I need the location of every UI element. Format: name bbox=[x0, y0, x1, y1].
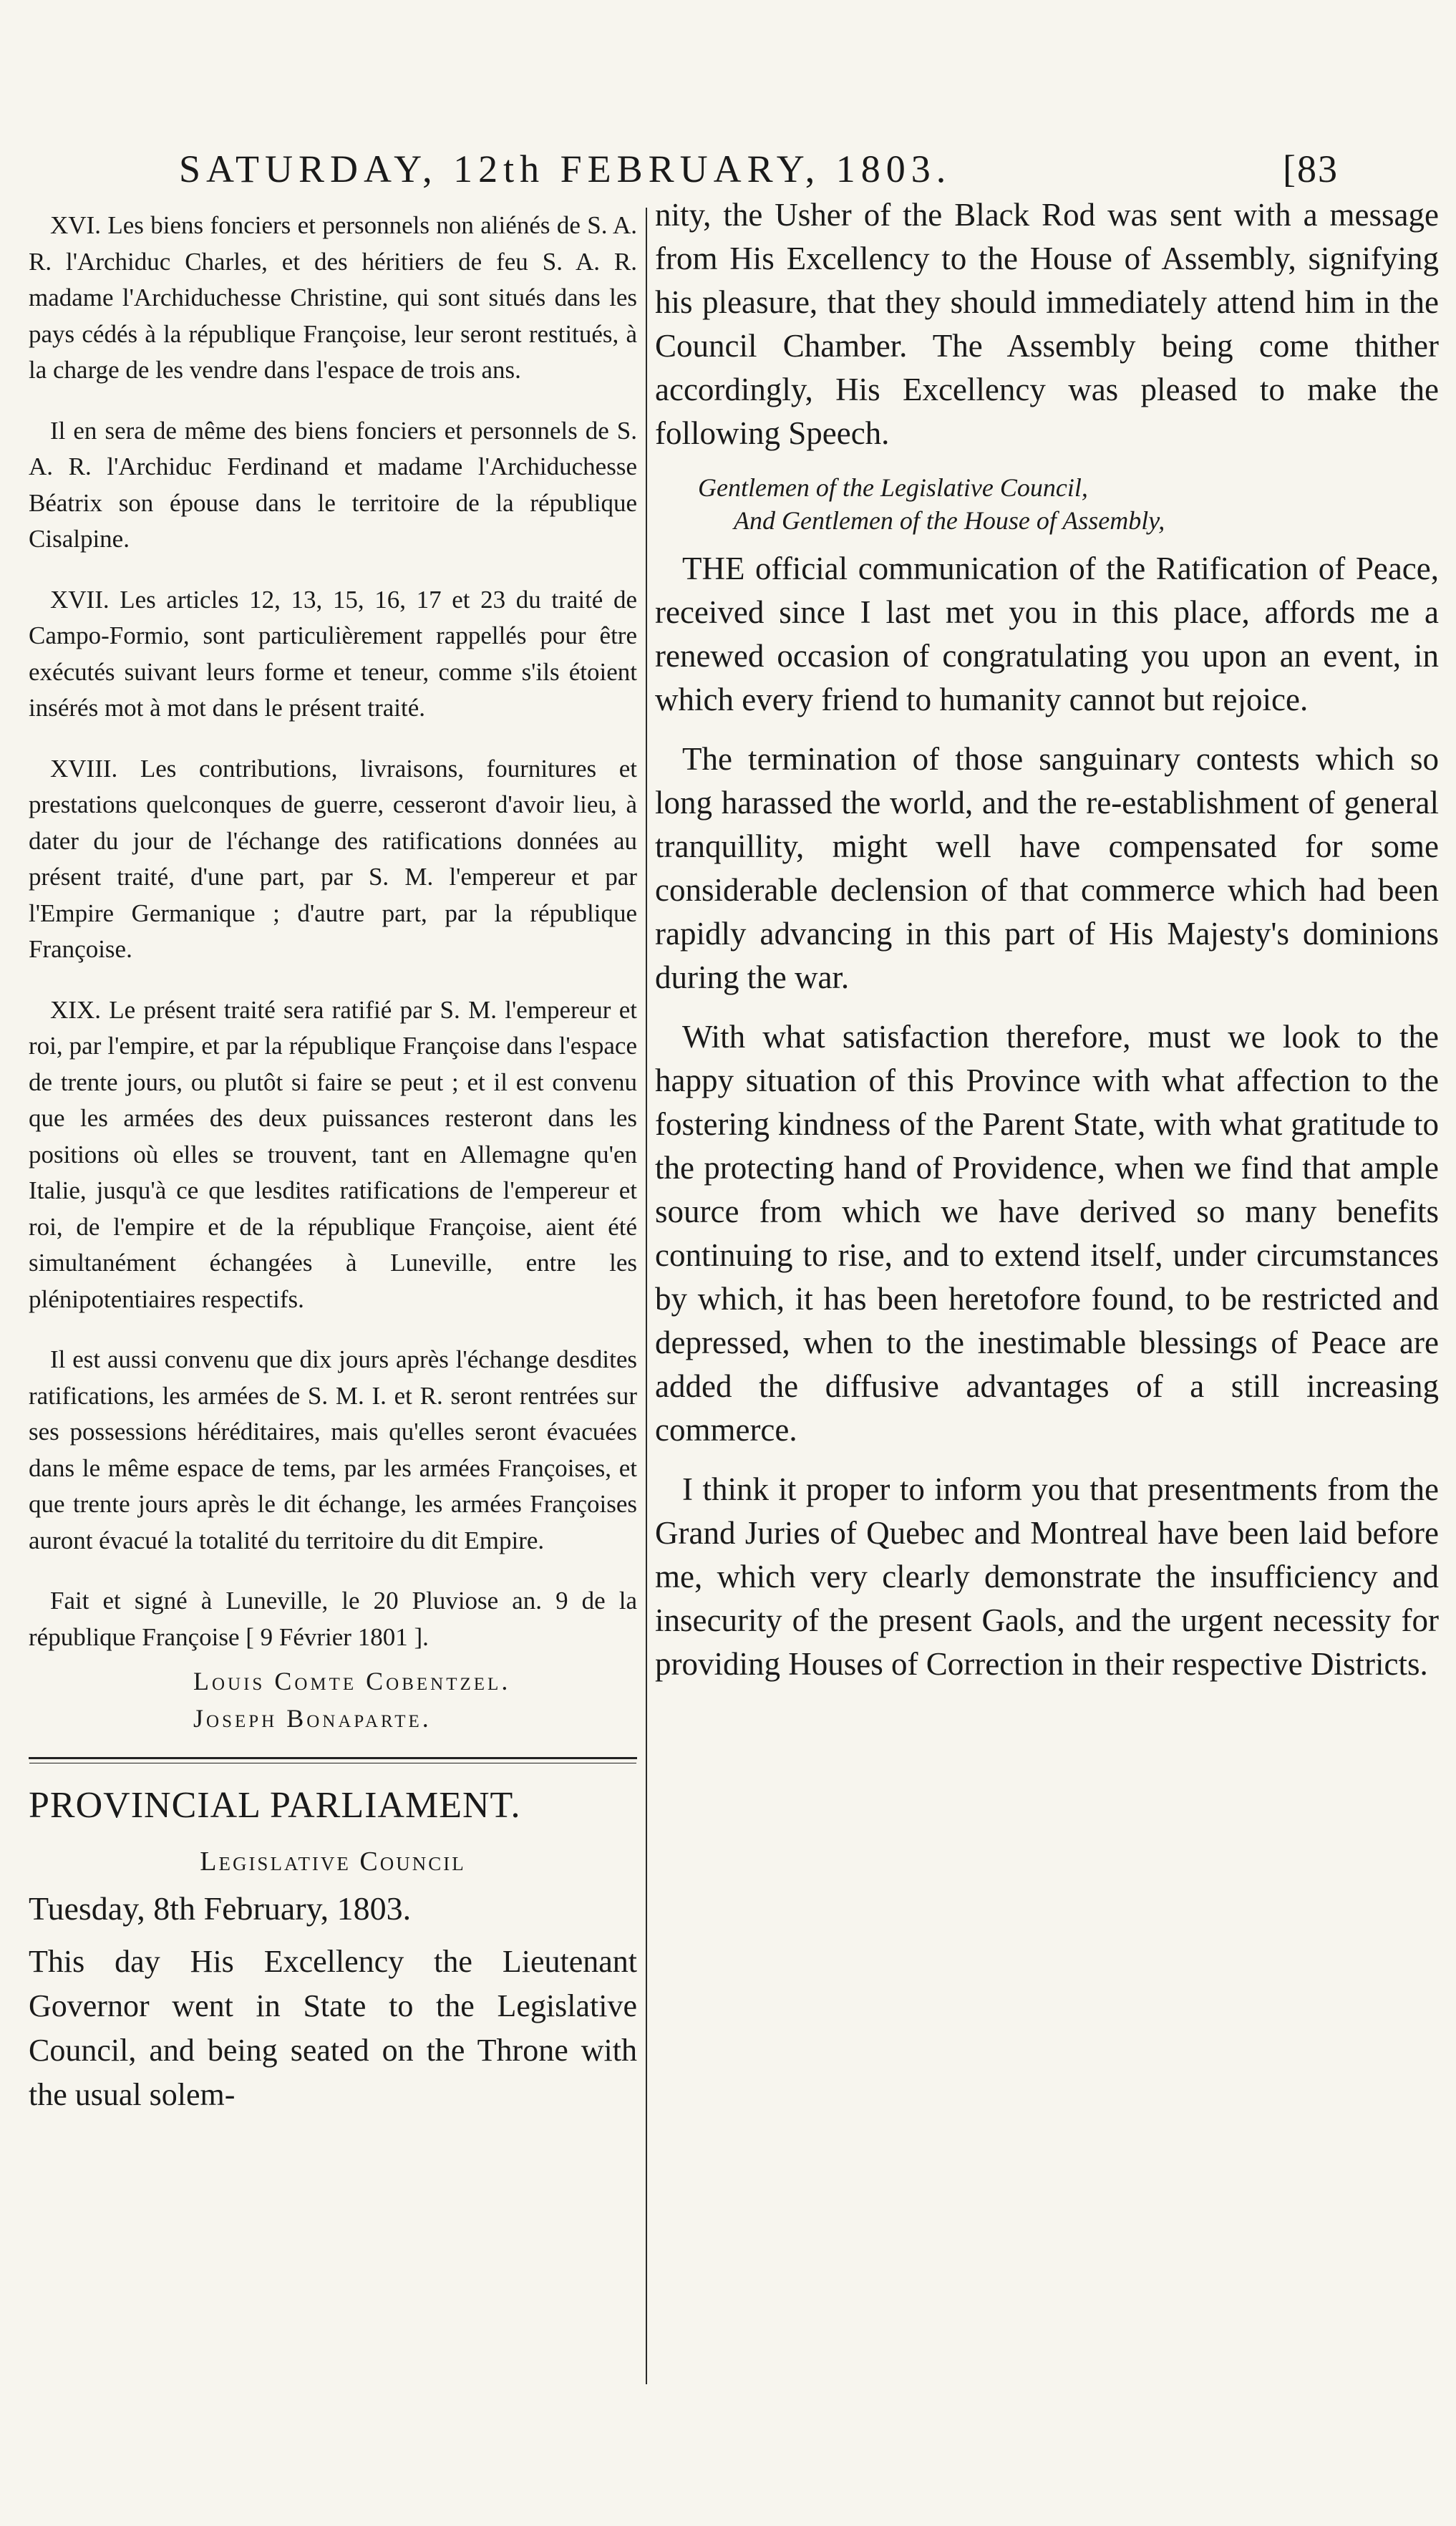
column-rule bbox=[646, 208, 647, 2384]
section-subhead: Legislative Council bbox=[200, 1847, 466, 1877]
article-16-continued: Il en sera de même des biens fonciers et personnels de S. A. R. l'Archiduc Ferdinand et madame l'Archiduchesse Béatrix son épouse dans le territoire de la république Cisalpine. bbox=[29, 416, 637, 553]
article-17: XVII. Les articles 12, 13, 15, 16, 17 et 23 du traité de Campo-Formio, sont particulièrement rappellés pour être exécutés suivant leurs forme et teneur, comme s'ils étoient insérés mot à mot dans le présent traité. bbox=[29, 585, 637, 722]
article-19-continued: Il est aussi convenu que dix jours après l'échange desdites ratifications, les armées de S. M. I. et R. seront rentrées sur ses possessions héréditaires, mais qu'elles seront évacuées dans le même espace de tems, par les armées Françoises, et que trente jours après le dit échange, les armées Françoises auront évacué la totalité du territoire du dit Empire. bbox=[29, 1345, 637, 1554]
section-title: PROVINCIAL PARLIAMENT. bbox=[29, 1785, 521, 1826]
signatures bbox=[193, 1663, 637, 1737]
continuation-paragraph: nity, the Usher of the Black Rod was sent with a message from His Excellency to the House of Assembly, signifying his pleasure, that they should immediately attend him in the Council Chamber. The Assembly being come thither accordingly, His Excellency was pleased to make the following Speech. bbox=[655, 197, 1439, 451]
signing-statement: Fait et signé à Luneville, le 20 Pluviose an. 9 de la république Françoise [ 9 Février 1801 ]. bbox=[29, 1587, 637, 1651]
speech-paragraph-2: The termination of those sanguinary contests which so long harassed the world, and the re-establishment of general tranquillity, might well have compensated for some considerable declension of that commerce which had been rapidly advancing in this part of His Majesty's dominions during the war. bbox=[655, 741, 1439, 995]
speech-paragraph-1: THE official communication of the Ratification of Peace, received since I last met you in this place, affords me a renewed occasion of congratulating you upon an event, in which every friend to humanity cannot but rejoice. bbox=[655, 551, 1439, 717]
speech-paragraph-4: I think it proper to inform you that presentments from the Grand Juries of Quebec and Montreal have been laid before me, which very clearly demonstrate the insufficiency and insecurity of the present Gaols, and the urgent necessity for providing Houses of Correction in their respective Districts. bbox=[655, 1471, 1439, 1682]
opening-paragraph: This day His Excellency the Lieutenant Governor went in State to the Legislative Council, and being seated on the Throne with the usual solem- bbox=[29, 1944, 637, 2112]
speech-paragraph-3: With what satisfaction therefore, must we look to the happy situation of this Province with what affection to the fostering kindness of the Parent State, with what gratitude to the protecting hand of Providence, when we find that ample source from which we have derived so many benefits continuing to rise, and to extend itself, under circumstances by which, it has been heretofore found, to be restricted and depressed, when to the inestimable blessings of Peace are added the diffusive advantages of a still increasing commerce. bbox=[655, 1019, 1439, 1448]
address-line-2: And Gentlemen of the House of Assembly, bbox=[734, 506, 1165, 535]
signature-cobentzel: Louis Comte Cobentzel. bbox=[193, 1667, 511, 1695]
right-column bbox=[655, 193, 1439, 1702]
article-16: XVI. Les biens fonciers et personnels non aliénés de S. A. R. l'Archiduc Charles, et des héritiers de feu S. A. R. madame l'Archiduchesse Christine, qui sont situés dans les pays cédés à la république Françoise, leur seront restitués, à la charge de les vendre dans l'espace de trois ans. bbox=[29, 211, 637, 384]
page-header bbox=[179, 147, 1339, 197]
article-18: XVIII. Les contributions, livraisons, fournitures et prestations quelconques de guerre, cesseront d'avoir lieu, à dater du jour de l'échange des ratifications données au présent traité, d'une part, par S. M. l'empereur et par l'Empire Germanique ; d'autre part, par la république Françoise. bbox=[29, 754, 637, 963]
running-head: SATURDAY, 12th FEBRUARY, 1803. bbox=[179, 147, 952, 190]
page-number: [83 bbox=[1283, 147, 1339, 190]
dateline: Tuesday, 8th February, 1803. bbox=[29, 1890, 412, 1927]
speech-address bbox=[655, 471, 1439, 537]
left-column bbox=[29, 208, 637, 2117]
address-line-1: Gentlemen of the Legislative Council, bbox=[698, 473, 1088, 502]
article-19: XIX. Le présent traité sera ratifié par S. M. l'empereur et roi, par l'empire, et par la république Françoise dans l'espace de trente jours, ou plutôt si faire se peut ; et il est convenu que les armées des deux puissances resteront dans les positions où elles se trouvent, tant en Allemagne qu'en Italie, jusqu'à ce que lesdites ratifications de l'empereur et roi, de l'empire et de la république Françoise, aient été simultanément échangées à Luneville, entre les plénipotentiaires respectifs. bbox=[29, 995, 637, 1313]
signature-bonaparte: Joseph Bonaparte. bbox=[193, 1704, 432, 1733]
section-divider bbox=[29, 1757, 637, 1759]
